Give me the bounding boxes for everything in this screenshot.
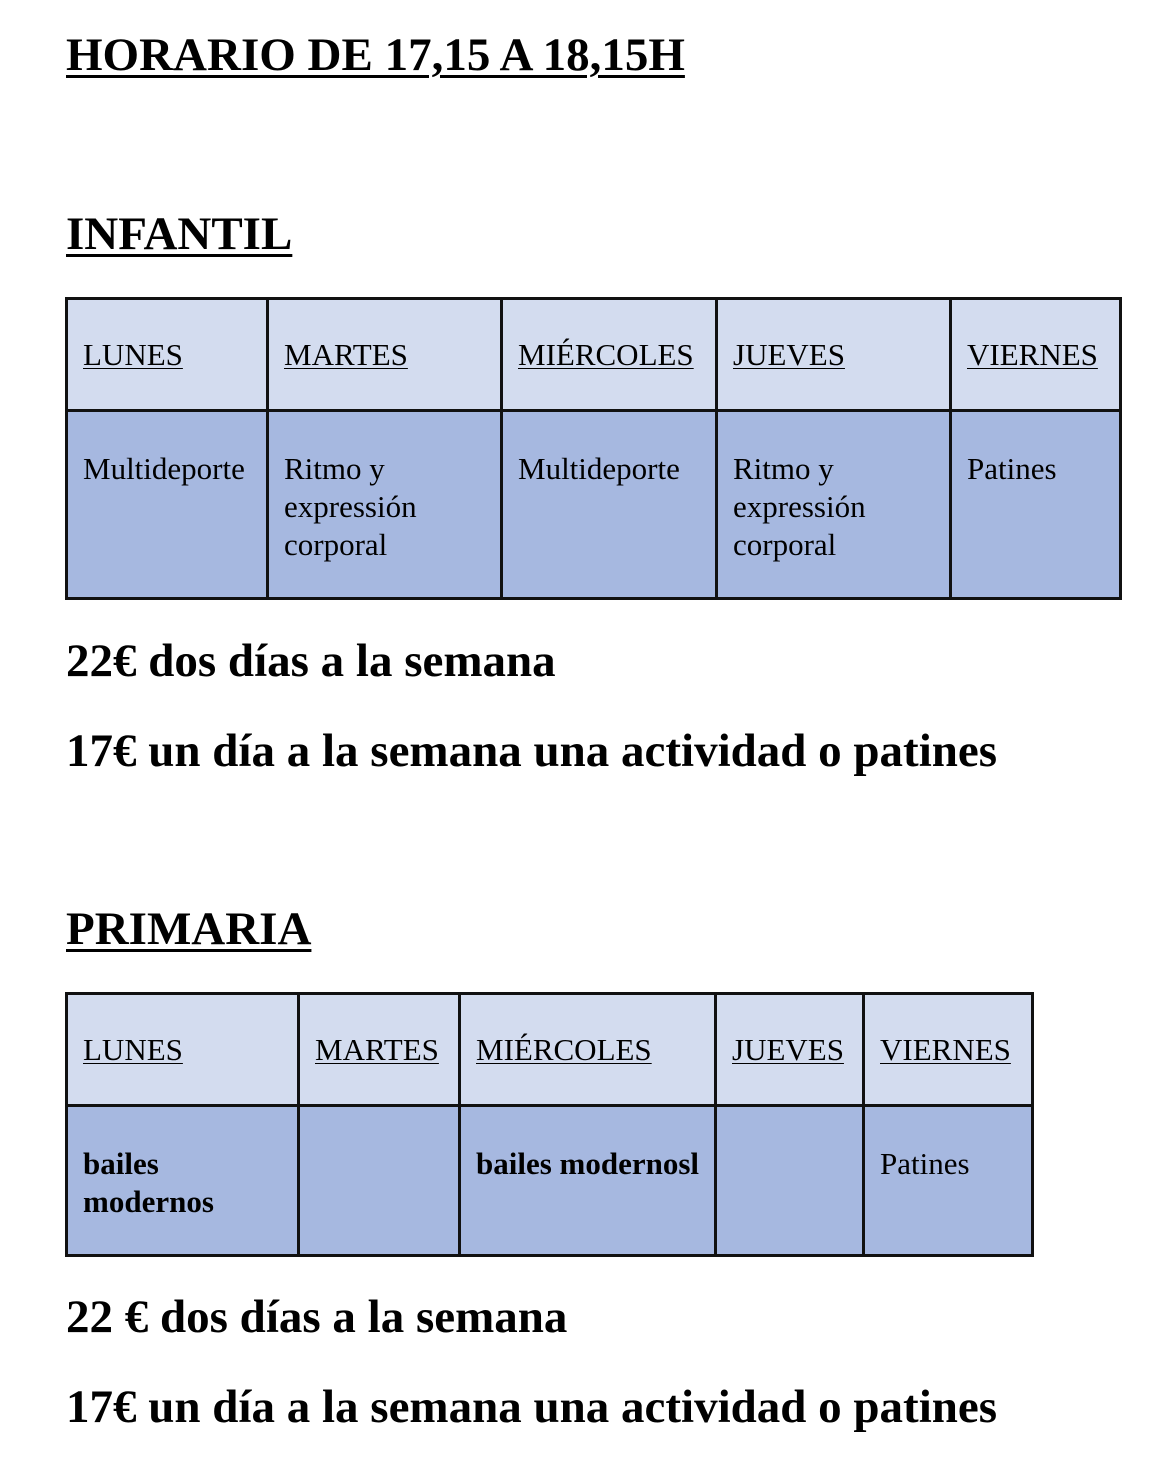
day-header-martes: MARTES xyxy=(299,994,460,1106)
activity-cell-martes xyxy=(299,1106,460,1256)
infantil-heading: INFANTIL xyxy=(66,208,293,260)
day-header-viernes: VIERNES xyxy=(951,299,1121,411)
activity-cell-jueves xyxy=(716,1106,864,1256)
primaria-heading: PRIMARIA xyxy=(66,903,312,955)
activity-cell-miercoles: bailes modernosl xyxy=(460,1106,716,1256)
table-header-row xyxy=(67,994,1033,1106)
activity-cell-viernes: Patines xyxy=(864,1106,1033,1256)
activity-cell-lunes: bailes modernos xyxy=(67,1106,299,1256)
page-title: HORARIO DE 17,15 A 18,15H xyxy=(66,29,685,81)
day-header-miercoles: MIÉRCOLES xyxy=(502,299,717,411)
day-header-jueves: JUEVES xyxy=(717,299,951,411)
infantil-schedule-table xyxy=(65,297,1122,600)
activity-cell-jueves: Ritmo y expressión corporal xyxy=(717,411,951,599)
day-header-lunes: LUNES xyxy=(67,994,299,1106)
activity-cell-viernes: Patines xyxy=(951,411,1121,599)
table-row xyxy=(67,1106,1033,1256)
activity-cell-lunes: Multideporte xyxy=(67,411,268,599)
infantil-price-one-day: 17€ un día a la semana una actividad o patines xyxy=(66,725,998,777)
table-row xyxy=(67,411,1121,599)
activity-cell-martes: Ritmo y expressión corporal xyxy=(268,411,502,599)
table-header-row xyxy=(67,299,1121,411)
day-header-miercoles: MIÉRCOLES xyxy=(460,994,716,1106)
primaria-price-one-day: 17€ un día a la semana una actividad o patines xyxy=(66,1381,998,1433)
day-header-jueves: JUEVES xyxy=(716,994,864,1106)
day-header-lunes: LUNES xyxy=(67,299,268,411)
day-header-martes: MARTES xyxy=(268,299,502,411)
primaria-price-two-days: 22 € dos días a la semana xyxy=(66,1291,568,1343)
day-header-viernes: VIERNES xyxy=(864,994,1033,1106)
activity-cell-miercoles: Multideporte xyxy=(502,411,717,599)
infantil-price-two-days: 22€ dos días a la semana xyxy=(66,635,556,687)
primaria-schedule-table xyxy=(65,992,1034,1257)
